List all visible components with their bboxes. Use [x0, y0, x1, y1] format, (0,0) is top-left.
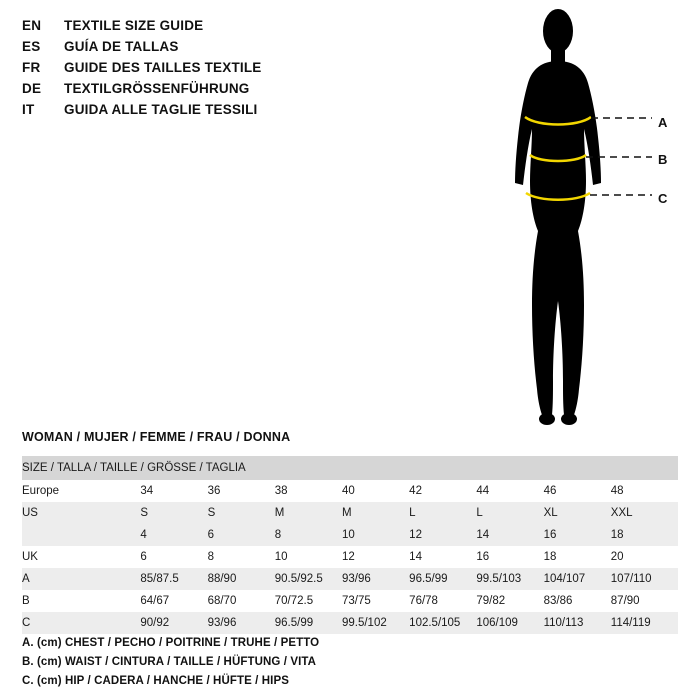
cell: 104/107: [544, 568, 611, 590]
cell: 10: [342, 524, 409, 546]
cell: 40: [342, 480, 409, 502]
title-row-fr: [22, 60, 322, 79]
cell: 8: [208, 546, 275, 568]
cell: 12: [342, 546, 409, 568]
cell: 87/90: [611, 590, 678, 612]
cell: 8: [275, 524, 342, 546]
cell: 90/92: [140, 612, 207, 634]
cell: 20: [611, 546, 678, 568]
table-row: [22, 480, 678, 502]
title-row-it: [22, 102, 322, 121]
row-label-c: C: [22, 612, 140, 634]
language-code-de: DE: [22, 81, 42, 96]
cell: 73/75: [342, 590, 409, 612]
table-row: [22, 546, 678, 568]
row-label-us-numeric: [22, 524, 140, 546]
cell: 48: [611, 480, 678, 502]
cell: S: [140, 502, 207, 524]
cell: 70/72.5: [275, 590, 342, 612]
language-code-fr: FR: [22, 60, 41, 75]
cell: 64/67: [140, 590, 207, 612]
title-block: [22, 18, 322, 123]
cell: 4: [140, 524, 207, 546]
cell: 96.5/99: [275, 612, 342, 634]
title-row-en: [22, 18, 322, 37]
cell: 18: [544, 546, 611, 568]
table-row: [22, 524, 678, 546]
table-header-label: SIZE / TALLA / TAILLE / GRÖSSE / TAGLIA: [22, 456, 678, 480]
row-label-europe: Europe: [22, 480, 140, 502]
table-row: [22, 502, 678, 524]
cell: 76/78: [409, 590, 476, 612]
cell: 12: [409, 524, 476, 546]
row-label-b: B: [22, 590, 140, 612]
title-text-en: TEXTILE SIZE GUIDE: [64, 18, 204, 33]
title-row-de: [22, 81, 322, 100]
language-code-it: IT: [22, 102, 35, 117]
cell: XL: [544, 502, 611, 524]
cell: M: [275, 502, 342, 524]
language-code-en: EN: [22, 18, 42, 33]
cell: L: [476, 502, 543, 524]
cell: 34: [140, 480, 207, 502]
cell: 110/113: [544, 612, 611, 634]
measure-label-b: B: [658, 152, 668, 167]
title-text-es: GUÍA DE TALLAS: [64, 39, 179, 54]
title-text-fr: GUIDE DES TAILLES TEXTILE: [64, 60, 262, 75]
body-measurement-figure: [470, 5, 690, 435]
title-text-de: TEXTILGRÖSSENFÜHRUNG: [64, 81, 250, 96]
cell: 90.5/92.5: [275, 568, 342, 590]
cell: 93/96: [208, 612, 275, 634]
cell: 6: [208, 524, 275, 546]
cell: 18: [611, 524, 678, 546]
cell: 96.5/99: [409, 568, 476, 590]
cell: 68/70: [208, 590, 275, 612]
table-row: [22, 590, 678, 612]
title-row-es: [22, 39, 322, 58]
cell: 44: [476, 480, 543, 502]
measure-label-a: A: [658, 115, 668, 130]
cell: S: [208, 502, 275, 524]
cell: 83/86: [544, 590, 611, 612]
cell: 42: [409, 480, 476, 502]
cell: 99.5/102: [342, 612, 409, 634]
cell: 46: [544, 480, 611, 502]
table-row: [22, 612, 678, 634]
cell: 102.5/105: [409, 612, 476, 634]
legend-line-a: A. (cm) CHEST / PECHO / POITRINE / TRUHE / PETTO: [22, 637, 320, 649]
cell: 107/110: [611, 568, 678, 590]
legend-line-b: B. (cm) WAIST / CINTURA / TAILLE / HÜFTUNG / VITA: [22, 656, 317, 668]
table-header-row: [22, 456, 678, 480]
cell: 79/82: [476, 590, 543, 612]
title-text-it: GUIDA ALLE TAGLIE TESSILI: [64, 102, 258, 117]
table-row: [22, 568, 678, 590]
cell: M: [342, 502, 409, 524]
cell: 6: [140, 546, 207, 568]
row-label-uk: UK: [22, 546, 140, 568]
measurement-legend: [22, 634, 319, 691]
cell: L: [409, 502, 476, 524]
cell: 14: [476, 524, 543, 546]
cell: 38: [275, 480, 342, 502]
measure-label-c: C: [658, 191, 668, 206]
cell: XXL: [611, 502, 678, 524]
cell: 114/119: [611, 612, 678, 634]
cell: 14: [409, 546, 476, 568]
legend-line-c: C. (cm) HIP / CADERA / HANCHE / HÜFTE / HIPS: [22, 675, 290, 687]
size-table: [22, 456, 678, 634]
language-code-es: ES: [22, 39, 41, 54]
cell: 36: [208, 480, 275, 502]
cell: 93/96: [342, 568, 409, 590]
cell: 88/90: [208, 568, 275, 590]
cell: 16: [544, 524, 611, 546]
female-silhouette-icon: [470, 5, 690, 435]
cell: 85/87.5: [140, 568, 207, 590]
cell: 99.5/103: [476, 568, 543, 590]
row-label-us: US: [22, 502, 140, 524]
table-section-heading: WOMAN / MUJER / FEMME / FRAU / DONNA: [22, 430, 291, 444]
cell: 10: [275, 546, 342, 568]
cell: 106/109: [476, 612, 543, 634]
cell: 16: [476, 546, 543, 568]
row-label-a: A: [22, 568, 140, 590]
